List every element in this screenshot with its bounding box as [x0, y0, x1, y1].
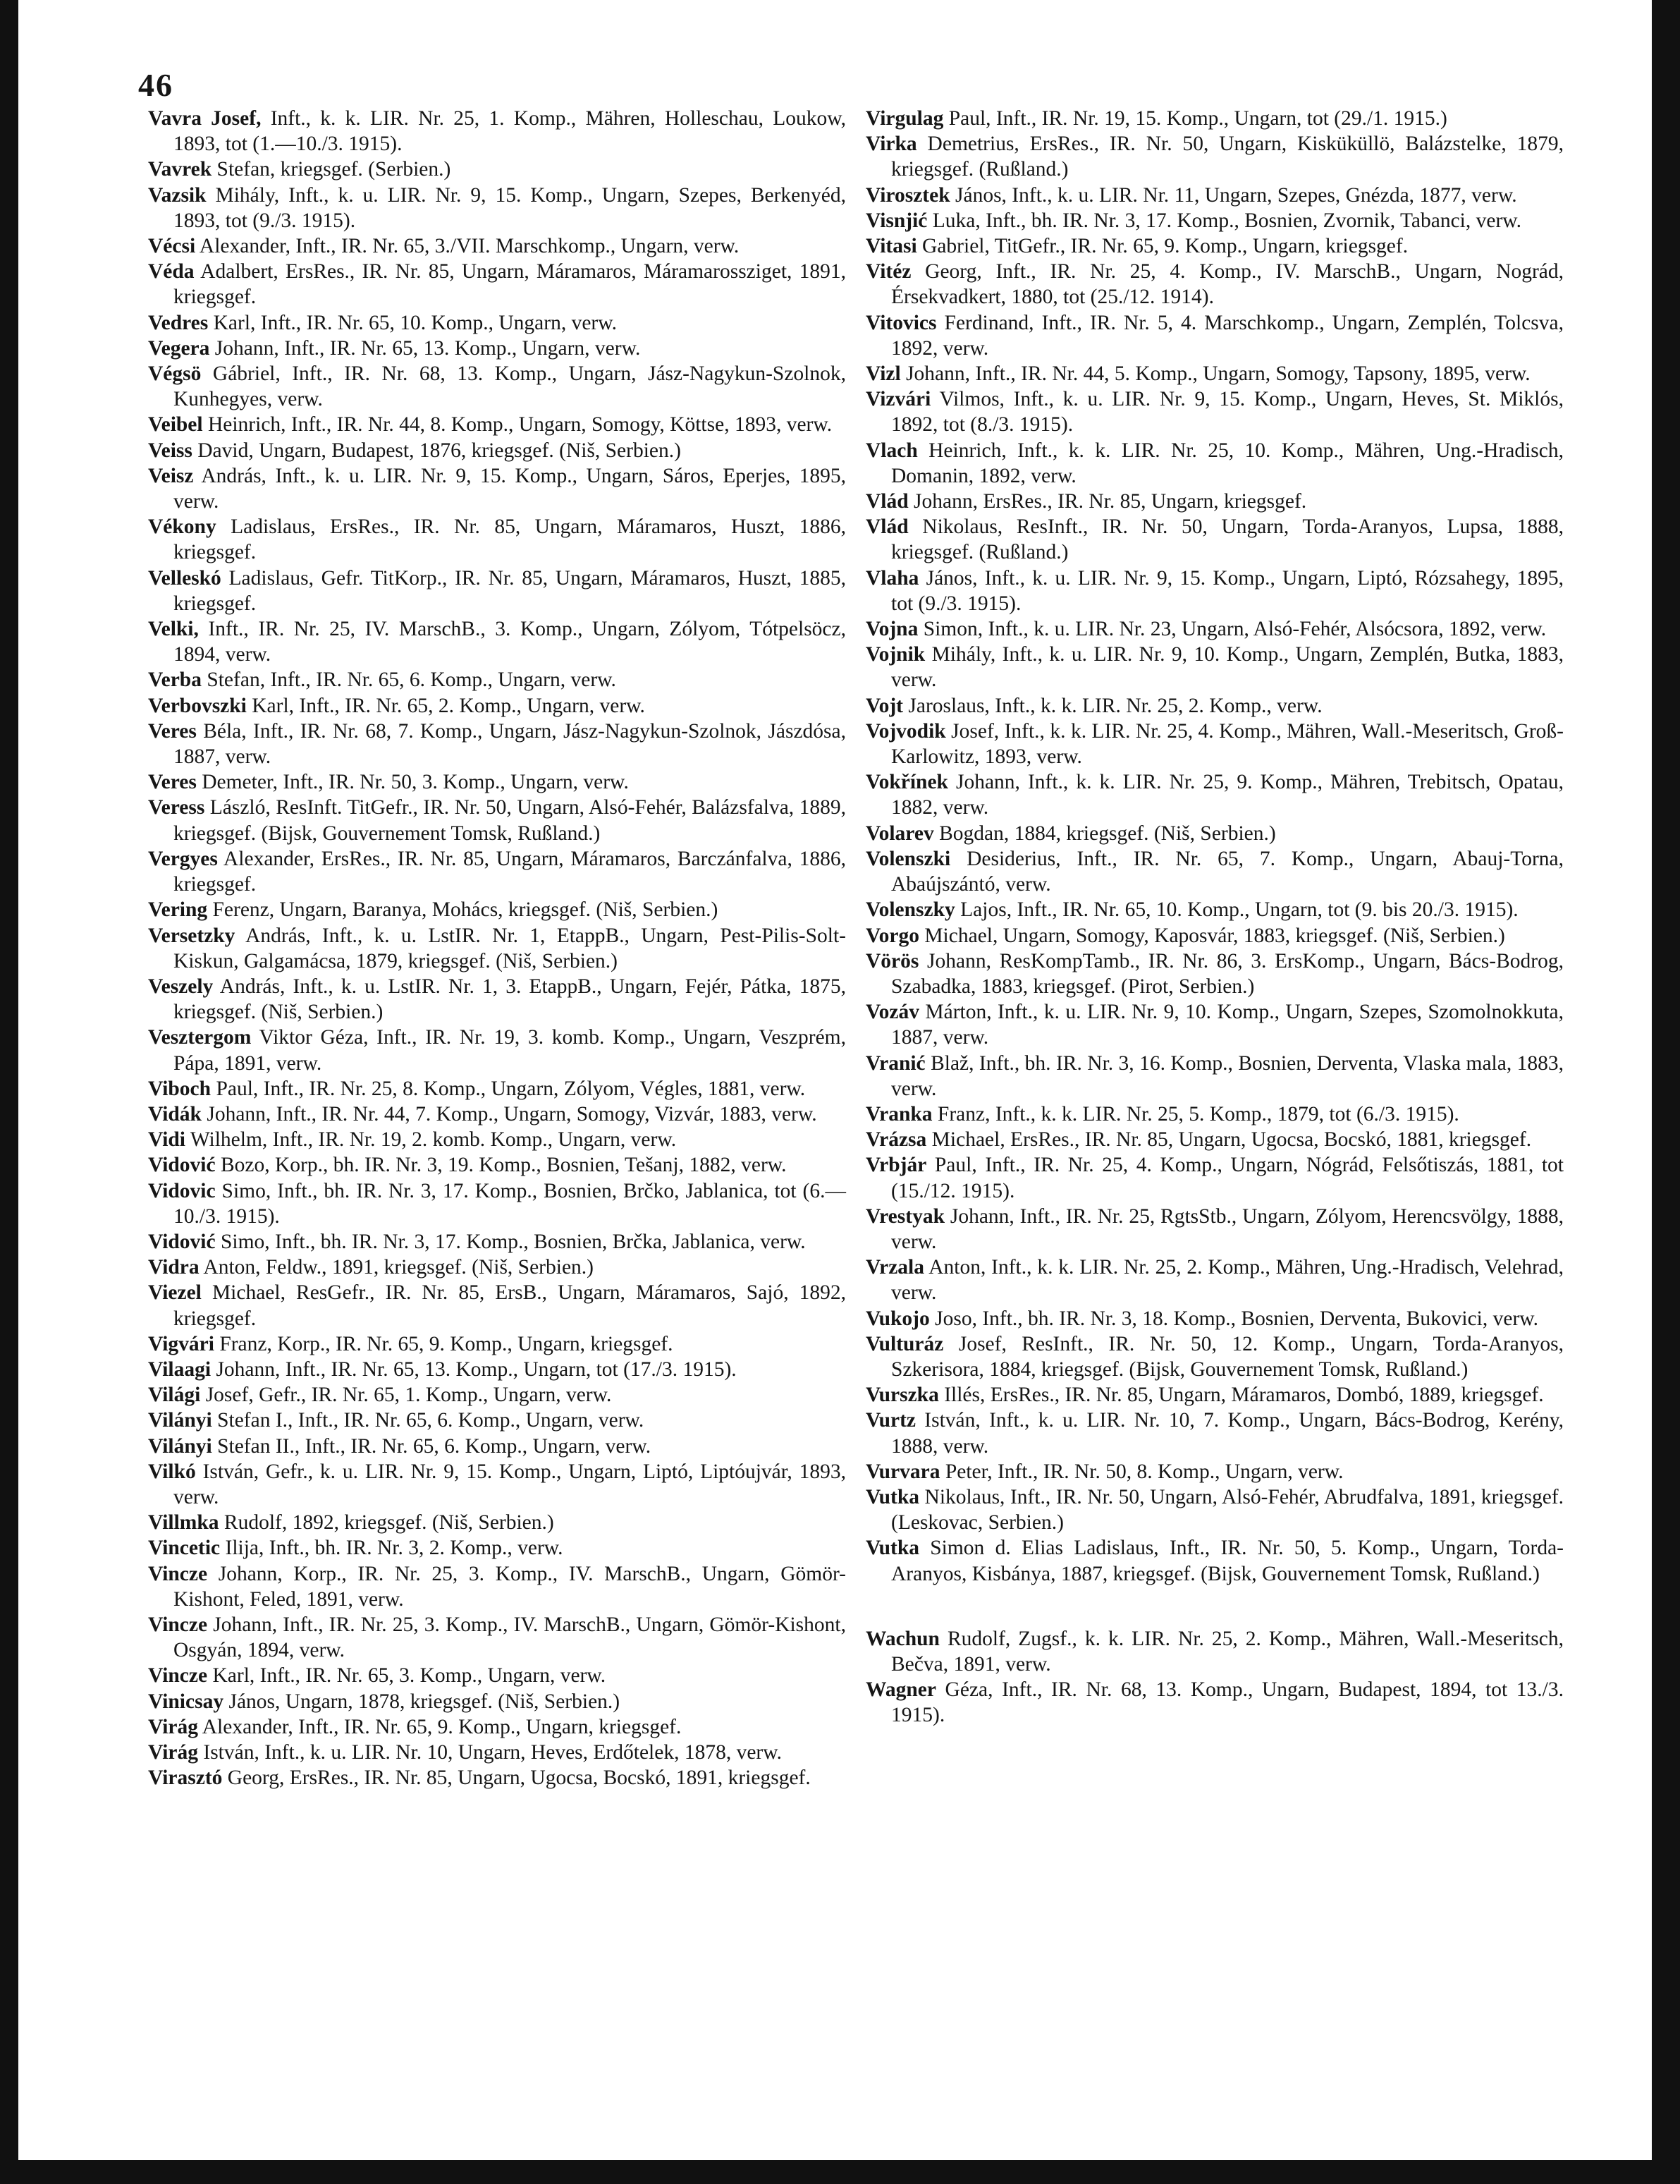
entry-details: Michael, ErsRes., IR. Nr. 85, Ungarn, Ugocsa, Bocskó, 1881, kriegsgef. [926, 1128, 1532, 1152]
list-entry [148, 923, 846, 974]
list-entry [148, 412, 846, 437]
list-entry [866, 642, 1564, 693]
entry-surname: Vlach [866, 439, 918, 462]
entry-surname: Vojvodik [866, 719, 946, 743]
list-entry [148, 719, 846, 769]
entry-details: Karl, Inft., IR. Nr. 65, 3. Komp., Ungarn, verw. [207, 1664, 606, 1688]
entry-surname: Vutka [866, 1485, 919, 1508]
list-entry [866, 1204, 1564, 1255]
list-entry [866, 1127, 1564, 1152]
entry-surname: Vidra [148, 1256, 200, 1279]
entry-surname: Vilányi [148, 1434, 212, 1458]
entry-details: Karl, Inft., IR. Nr. 65, 10. Komp., Ungarn, verw. [208, 311, 618, 334]
entry-surname: Vrestyak [866, 1204, 945, 1228]
list-entry [148, 1280, 846, 1331]
entry-surname: Virosztek [866, 183, 950, 207]
entry-details: Stefan I., Inft., IR. Nr. 65, 6. Komp., Ungarn, verw. [211, 1409, 644, 1432]
entry-details: Josef, Inft., k. k. LIR. Nr. 25, 4. Komp., Mähren, Wall.-Meseritsch, Groß-Karlowitz, 1893, verw. [891, 719, 1564, 769]
entry-details: Illés, ErsRes., IR. Nr. 85, Ungarn, Máramaros, Dombó, 1889, kriegsgef. [938, 1384, 1544, 1407]
entry-details: Rudolf, Zugsf., k. k. LIR. Nr. 25, 2. Komp., Mähren, Wall.-Meseritsch, Bečva, 1891, verw. [891, 1627, 1564, 1676]
entry-details: Alexander, Inft., IR. Nr. 65, 9. Komp., Ungarn, kriegsgef. [198, 1715, 682, 1738]
list-entry [866, 106, 1564, 131]
list-entry [148, 1076, 846, 1102]
list-entry [148, 157, 846, 182]
entry-surname: Vidović [148, 1154, 216, 1177]
list-entry [866, 1051, 1564, 1102]
list-entry [148, 1102, 846, 1127]
list-entry [148, 846, 846, 897]
entry-details: Johann, Inft., IR. Nr. 65, 13. Komp., Ungarn, verw. [209, 336, 641, 360]
entry-details: István, Inft., k. u. LIR. Nr. 10, Ungarn, Heves, Erdőtelek, 1878, verw. [198, 1741, 783, 1764]
entry-surname: Vrázsa [866, 1128, 927, 1152]
entry-surname: Vincze [148, 1664, 208, 1688]
entry-details: Heinrich, Inft., IR. Nr. 44, 8. Komp., Ungarn, Somogy, Köttse, 1893, verw. [202, 413, 833, 437]
entry-surname: Vering [148, 898, 208, 922]
list-entry [866, 489, 1564, 514]
list-entry [866, 1459, 1564, 1484]
entry-details: Paul, Inft., IR. Nr. 25, 4. Komp., Ungarn, Nógrád, Felsőtiszás, 1881, tot (15./12. 1915). [891, 1154, 1564, 1202]
entry-surname: Vlád [866, 490, 909, 513]
list-entry [866, 999, 1564, 1050]
entry-surname: Vincetic [148, 1537, 221, 1560]
list-entry [148, 667, 846, 693]
list-entry [148, 1152, 846, 1178]
entry-surname: Vilaagi [148, 1358, 211, 1381]
list-entry [148, 183, 846, 233]
list-entry [866, 1152, 1564, 1203]
entry-surname: Vizvári [866, 388, 931, 411]
list-entry [866, 948, 1564, 999]
entry-details: Johann, Inft., k. k. LIR. Nr. 25, 9. Komp., Mähren, Trebitsch, Opatau, 1882, verw. [891, 771, 1564, 819]
list-entry [148, 1178, 846, 1229]
list-entry [148, 463, 846, 514]
entry-surname: Veszely [148, 975, 214, 998]
entry-details: Desiderius, Inft., IR. Nr. 65, 7. Komp., Ungarn, Abauj-Torna, Abaújszántó, verw. [891, 847, 1564, 896]
list-entry [148, 1740, 846, 1765]
entry-surname: Vidák [148, 1102, 202, 1125]
entry-details: Anton, Feldw., 1891, kriegsgef. (Niš, Serbien.) [199, 1256, 594, 1279]
entry-details: Simo, Inft., bh. IR. Nr. 3, 17. Komp., Bosnien, Brčka, Jablanica, verw. [215, 1230, 806, 1253]
entry-details: János, Inft., k. u. LIR. Nr. 11, Ungarn, Szepes, Gnézda, 1877, verw. [950, 183, 1517, 207]
list-entry [148, 1229, 846, 1255]
entry-details: Luka, Inft., bh. IR. Nr. 3, 17. Komp., Bosnien, Zvornik, Tabanci, verw. [927, 209, 1522, 232]
entry-surname: Véda [148, 260, 195, 283]
list-entry [866, 923, 1564, 948]
entry-surname: Vukojo [866, 1307, 930, 1330]
list-entry [148, 438, 846, 463]
list-entry [866, 514, 1564, 565]
entry-surname: Vilkó [148, 1460, 196, 1483]
entry-surname: Vékony [148, 516, 216, 539]
entry-details: Bogdan, 1884, kriegsgef. (Niš, Serbien.) [933, 822, 1276, 845]
scan-border-right [1652, 0, 1680, 2184]
entry-surname: Vizl [866, 362, 901, 386]
entry-details: Johann, Inft., IR. Nr. 65, 13. Komp., Ungarn, tot (17./3. 1915). [211, 1358, 737, 1381]
entry-details: Vilmos, Inft., k. u. LIR. Nr. 9, 15. Komp., Ungarn, Heves, St. Miklós, 1892, tot (8./3. 1915). [891, 388, 1564, 437]
list-entry [866, 1102, 1564, 1127]
entry-surname: Velki, [148, 618, 199, 641]
entry-surname: Veiss [148, 439, 192, 462]
entry-surname: Vécsi [148, 235, 196, 258]
right-column [866, 106, 1564, 1728]
entry-details: Peter, Inft., IR. Nr. 50, 8. Komp., Ungarn, verw. [940, 1460, 1344, 1483]
entry-details: Josef, ResInft., IR. Nr. 50, 12. Komp., Ungarn, Torda-Aranyos, Szkerisora, 1884, kriegsgef. (Bijsk, Gouvernement Tomsk, Rußland.) [891, 1332, 1564, 1381]
list-entry [866, 1331, 1564, 1382]
entry-surname: Volenszky [866, 898, 955, 922]
entry-surname: Vurszka [866, 1384, 939, 1407]
entry-surname: Vrbjár [866, 1154, 927, 1177]
list-entry [866, 719, 1564, 769]
entry-details: Alexander, ErsRes., IR. Nr. 85, Ungarn, Máramaros, Barczánfalva, 1886, kriegsgef. [173, 847, 846, 896]
entry-details: Ferdinand, Inft., IR. Nr. 5, 4. Marschkomp., Ungarn, Zemplén, Tolcsva, 1892, verw. [891, 311, 1564, 360]
entry-details: János, Ungarn, 1878, kriegsgef. (Niš, Serbien.) [223, 1690, 620, 1713]
entry-details: Márton, Inft., k. u. LIR. Nr. 9, 10. Komp., Ungarn, Szepes, Szomolnokkuta, 1887, verw. [891, 1001, 1564, 1049]
list-entry [148, 1510, 846, 1535]
list-entry [866, 1408, 1564, 1458]
list-entry [148, 514, 846, 565]
entry-surname: Versetzky [148, 924, 235, 947]
entry-surname: Vutka [866, 1537, 919, 1560]
entry-details: Demetrius, ErsRes., IR. Nr. 50, Ungarn, Kisküküllö, Balázstelke, 1879, kriegsgef. (Rußland.) [891, 133, 1564, 181]
entry-surname: Verbovszki [148, 694, 247, 717]
entry-details: Paul, Inft., IR. Nr. 19, 15. Komp., Ungarn, tot (29./1. 1915.) [943, 107, 1447, 130]
entry-surname: Vidovic [148, 1179, 216, 1202]
page-number: 46 [138, 67, 173, 103]
entry-details: Paul, Inft., IR. Nr. 25, 8. Komp., Ungarn, Zólyom, Végles, 1881, verw. [211, 1077, 806, 1100]
list-entry [866, 566, 1564, 616]
entry-details: Ferenz, Ungarn, Baranya, Mohács, kriegsgef. (Niš, Serbien.) [207, 898, 718, 922]
list-entry [866, 897, 1564, 922]
entry-details: Rudolf, 1892, kriegsgef. (Niš, Serbien.) [219, 1511, 554, 1535]
entry-surname: Veisz [148, 464, 194, 487]
entry-surname: Vitéz [866, 260, 912, 283]
entry-surname: Villmka [148, 1511, 219, 1535]
entry-surname: Vesztergom [148, 1026, 252, 1049]
entry-details: Georg, ErsRes., IR. Nr. 85, Ungarn, Ugocsa, Bocskó, 1891, kriegsgef. [222, 1767, 811, 1790]
entry-surname: Vojnik [866, 643, 926, 666]
entry-surname: Vidi [148, 1128, 186, 1152]
entry-details: Béla, Inft., IR. Nr. 68, 7. Komp., Ungarn, Jász-Nagykun-Szolnok, Jászdósa, 1887, verw. [173, 719, 846, 769]
list-entry [866, 438, 1564, 489]
entry-surname: Volarev [866, 822, 934, 845]
entry-surname: Virka [866, 133, 917, 156]
list-entry [866, 846, 1564, 897]
entry-surname: Velleskó [148, 566, 221, 590]
left-column [148, 106, 846, 1790]
entry-details: Géza, Inft., IR. Nr. 68, 13. Komp., Ungarn, Budapest, 1894, tot 13./3. 1915). [891, 1678, 1564, 1727]
entry-details: Ilija, Inft., bh. IR. Nr. 3, 2. Komp., verw. [220, 1537, 563, 1560]
list-entry [866, 616, 1564, 642]
list-entry [148, 1434, 846, 1459]
entry-surname: Vidović [148, 1230, 216, 1253]
entry-surname: Visnjić [866, 209, 928, 232]
entry-details: Josef, Gefr., IR. Nr. 65, 1. Komp., Ungarn, verw. [200, 1384, 612, 1407]
list-entry [866, 183, 1564, 208]
entry-details: Johann, Inft., IR. Nr. 44, 5. Komp., Ungarn, Somogy, Tapsony, 1895, verw. [900, 362, 1531, 386]
entry-surname: Vinicsay [148, 1690, 224, 1713]
entry-details: Johann, Korp., IR. Nr. 25, 3. Komp., IV. MarschB., Ungarn, Gömör-Kishont, Feled, 1891, verw. [173, 1562, 846, 1611]
entry-surname: Vlád [866, 516, 909, 539]
entry-surname: Virgulag [866, 107, 944, 130]
entry-surname: Vozáv [866, 1001, 919, 1024]
entry-surname: Vavra Josef, [148, 107, 262, 130]
entry-surname: Verba [148, 669, 202, 692]
list-entry [148, 1331, 846, 1357]
entry-surname: Vincze [148, 1613, 208, 1636]
list-entry [148, 616, 846, 667]
list-entry [866, 233, 1564, 259]
entry-surname: Veres [148, 719, 197, 743]
entry-details: David, Ungarn, Budapest, 1876, kriegsgef. (Niš, Serbien.) [192, 439, 681, 462]
entry-surname: Vigvári [148, 1332, 214, 1355]
list-entry [148, 1561, 846, 1612]
entry-surname: Vörös [866, 949, 919, 972]
entry-surname: Wagner [866, 1678, 936, 1702]
list-entry [866, 1255, 1564, 1305]
entry-surname: Vojna [866, 618, 919, 641]
entry-details: Stefan, Inft., IR. Nr. 65, 6. Komp., Ungarn, verw. [201, 669, 616, 692]
entry-details: János, Inft., k. u. LIR. Nr. 9, 15. Komp., Ungarn, Liptó, Rózsahegy, 1895, tot (9./3. 1915). [891, 566, 1564, 615]
entry-details: Gabriel, TitGefr., IR. Nr. 65, 9. Komp., Ungarn, kriegsgef. [916, 235, 1409, 258]
list-entry [148, 769, 846, 795]
entry-details: Jaroslaus, Inft., k. k. LIR. Nr. 25, 2. Komp., verw. [903, 694, 1323, 717]
list-entry [148, 310, 846, 336]
list-entry [866, 1484, 1564, 1535]
list-entry [148, 1714, 846, 1740]
entry-details: Mihály, Inft., k. u. LIR. Nr. 9, 10. Komp., Ungarn, Zemplén, Butka, 1883, verw. [891, 643, 1564, 692]
entry-surname: Vranić [866, 1051, 926, 1075]
entry-surname: Vavrek [148, 158, 212, 181]
entry-surname: Viboch [148, 1077, 211, 1100]
list-entry [866, 361, 1564, 386]
entry-surname: Világi [148, 1384, 201, 1407]
entry-surname: Vojt [866, 694, 903, 717]
list-entry [866, 1306, 1564, 1331]
entry-surname: Vincze [148, 1562, 208, 1585]
list-entry [148, 566, 846, 616]
list-entry [148, 1663, 846, 1688]
list-entry [866, 386, 1564, 437]
entry-surname: Vurvara [866, 1460, 940, 1483]
entry-details: Ladislaus, ErsRes., IR. Nr. 85, Ungarn, Máramaros, Huszt, 1886, kriegsgef. [173, 516, 846, 564]
list-entry [866, 1382, 1564, 1408]
entry-surname: Virág [148, 1741, 198, 1764]
entry-details: András, Inft., k. u. LstIR. Nr. 1, EtappB., Ungarn, Pest-Pilis-Solt-Kiskun, Galgamácsa, 1879, kriegsgef. (Niš, Serbien.) [173, 924, 846, 972]
entry-surname: Vranka [866, 1102, 933, 1125]
entry-details: Johann, ResKompTamb., IR. Nr. 86, 3. ErsKomp., Ungarn, Bács-Bodrog, Szabadka, 1883, kriegsgef. (Pirot, Serbien.) [891, 949, 1564, 998]
scan-border-left [0, 0, 18, 2184]
entry-details: Gábriel, Inft., IR. Nr. 68, 13. Komp., Ungarn, Jász-Nagykun-Szolnok, Kunhegyes, verw. [173, 362, 846, 411]
entry-details: Mihály, Inft., k. u. LIR. Nr. 9, 15. Komp., Ungarn, Szepes, Berkenyéd, 1893, tot (9./3. 1915). [173, 183, 846, 232]
entry-surname: Vorgo [866, 924, 919, 947]
list-entry [866, 131, 1564, 182]
list-entry [148, 1127, 846, 1152]
list-entry [866, 259, 1564, 310]
list-entry [148, 1535, 846, 1561]
entry-surname: Vokřínek [866, 771, 948, 794]
list-entry [866, 208, 1564, 233]
list-entry [148, 795, 846, 846]
entry-details: András, Inft., k. u. LstIR. Nr. 1, 3. EtappB., Ungarn, Fejér, Pátka, 1875, kriegsgef. (Niš, Serbien.) [173, 975, 846, 1024]
entry-details: Inft., k. k. LIR. Nr. 25, 1. Komp., Mähren, Holleschau, Loukow, 1893, tot (1.—10./3. 1915). [173, 107, 846, 156]
entry-surname: Vergyes [148, 847, 218, 870]
entry-details: Simon d. Elias Ladislaus, Inft., IR. Nr. 50, 5. Komp., Ungarn, Torda-Aranyos, Kisbánya, 1887, kriegsgef. (Bijsk, Gouvernement Tomsk, Rußland.) [891, 1537, 1564, 1585]
list-entry [148, 974, 846, 1025]
list-entry [148, 1689, 846, 1714]
list-entry [866, 693, 1564, 719]
entry-surname: Veibel [148, 413, 203, 437]
entry-surname: Vurtz [866, 1409, 916, 1432]
entry-details: Anton, Inft., k. k. LIR. Nr. 25, 2. Komp., Mähren, Ung.-Hradisch, Velehrad, verw. [891, 1256, 1564, 1305]
list-entry [148, 361, 846, 412]
list-entry [148, 693, 846, 719]
list-entry [148, 1382, 846, 1408]
entry-surname: Wachun [866, 1627, 940, 1650]
entry-details: Karl, Inft., IR. Nr. 65, 2. Komp., Ungarn, verw. [246, 694, 645, 717]
entry-details: Franz, Korp., IR. Nr. 65, 9. Komp., Ungarn, kriegsgef. [214, 1332, 673, 1355]
entry-details: Inft., IR. Nr. 25, IV. MarschB., 3. Komp., Ungarn, Zólyom, Tótpelsöcz, 1894, verw. [173, 618, 846, 666]
entry-details: István, Gefr., k. u. LIR. Nr. 9, 15. Komp., Ungarn, Liptó, Liptóujvár, 1893, verw. [173, 1460, 846, 1508]
scan-border-bottom [0, 2160, 1680, 2184]
entry-details: Heinrich, Inft., k. k. LIR. Nr. 25, 10. Komp., Mähren, Ung.-Hradisch, Domanin, 1892, verw. [891, 439, 1564, 487]
entry-details: Nikolaus, ResInft., IR. Nr. 50, Ungarn, Torda-Aranyos, Lupsa, 1888, kriegsgef. (Rußland.) [891, 516, 1564, 564]
entry-details: Bozo, Korp., bh. IR. Nr. 3, 19. Komp., Bosnien, Tešanj, 1882, verw. [215, 1154, 787, 1177]
list-entry [866, 821, 1564, 846]
entry-surname: Vulturáz [866, 1332, 944, 1355]
list-entry [148, 1255, 846, 1280]
list-entry [148, 1612, 846, 1663]
entry-details: Michael, ResGefr., IR. Nr. 85, ErsB., Ungarn, Máramaros, Sajó, 1892, kriegsgef. [173, 1281, 846, 1330]
entry-surname: Vrzala [866, 1256, 924, 1279]
entry-details: Viktor Géza, Inft., IR. Nr. 19, 3. komb. Komp., Ungarn, Veszprém, Pápa, 1891, verw. [173, 1026, 846, 1075]
entry-details: Adalbert, ErsRes., IR. Nr. 85, Ungarn, Máramaros, Máramarossziget, 1891, kriegsgef. [173, 260, 846, 309]
list-entry [148, 1025, 846, 1075]
entry-surname: Virasztó [148, 1767, 223, 1790]
list-entry [866, 310, 1564, 361]
list-entry [866, 1626, 1564, 1677]
entry-surname: Végsö [148, 362, 202, 386]
entry-surname: Virág [148, 1715, 198, 1738]
entry-surname: Vilányi [148, 1409, 212, 1432]
entry-details: Wilhelm, Inft., IR. Nr. 19, 2. komb. Komp., Ungarn, verw. [185, 1128, 677, 1152]
entry-details: Johann, ErsRes., IR. Nr. 85, Ungarn, kriegsgef. [908, 490, 1307, 513]
entry-details: Michael, Ungarn, Somogy, Kaposvár, 1883, kriegsgef. (Niš, Serbien.) [919, 924, 1505, 947]
entry-details: Georg, Inft., IR. Nr. 25, 4. Komp., IV. MarschB., Ungarn, Nográd, Érsekvadkert, 1880, tot (25./12. 1914). [891, 260, 1564, 309]
list-entry [148, 1408, 846, 1433]
entry-details: Johann, Inft., IR. Nr. 25, RgtsStb., Ungarn, Zólyom, Herencsvölgy, 1888, verw. [891, 1204, 1564, 1253]
list-entry [866, 1677, 1564, 1728]
entry-surname: Vegera [148, 336, 210, 360]
entry-details: Simon, Inft., k. u. LIR. Nr. 23, Ungarn, Alsó-Fehér, Alsócsora, 1892, verw. [918, 618, 1547, 641]
entry-details: Demeter, Inft., IR. Nr. 50, 3. Komp., Ungarn, verw. [196, 771, 629, 794]
entry-details: Blaž, Inft., bh. IR. Nr. 3, 16. Komp., Bosnien, Derventa, Vlaska mala, 1883, verw. [891, 1051, 1564, 1100]
entry-surname: Viezel [148, 1281, 202, 1305]
entry-details: András, Inft., k. u. LIR. Nr. 9, 15. Komp., Ungarn, Sáros, Eperjes, 1895, verw. [173, 464, 846, 513]
list-entry [148, 233, 846, 259]
entry-details: István, Inft., k. u. LIR. Nr. 10, 7. Komp., Ungarn, Bács-Bodrog, Kerény, 1888, verw. [891, 1409, 1564, 1458]
entry-surname: Vitasi [866, 235, 917, 258]
entry-details: Lajos, Inft., IR. Nr. 65, 10. Komp., Ungarn, tot (9. bis 20./3. 1915). [955, 898, 1519, 922]
list-entry [148, 1357, 846, 1382]
entry-surname: Veres [148, 771, 197, 794]
entry-details: László, ResInft. TitGefr., IR. Nr. 50, Ungarn, Alsó-Fehér, Balázsfalva, 1889, kriegsgef. (Bijsk, Gouvernement Tomsk, Rußland.) [173, 796, 846, 845]
entry-details: Johann, Inft., IR. Nr. 44, 7. Komp., Ungarn, Somogy, Vizvár, 1883, verw. [201, 1102, 817, 1125]
entry-surname: Veress [148, 796, 205, 819]
list-entry [148, 1459, 846, 1510]
entry-details: Franz, Inft., k. k. LIR. Nr. 25, 5. Komp., 1879, tot (6./3. 1915). [932, 1102, 1459, 1125]
entry-details: Simo, Inft., bh. IR. Nr. 3, 17. Komp., Bosnien, Brčko, Jablanica, tot (6.—10./3. 1915). [173, 1179, 846, 1228]
entry-details: Johann, Inft., IR. Nr. 25, 3. Komp., IV. MarschB., Ungarn, Gömör-Kishont, Osgyán, 1894, verw. [173, 1613, 846, 1662]
list-entry [148, 106, 846, 157]
entry-details: Stefan II., Inft., IR. Nr. 65, 6. Komp., Ungarn, verw. [211, 1434, 651, 1458]
entry-surname: Vlaha [866, 566, 919, 590]
entry-surname: Volenszki [866, 847, 951, 870]
list-entry [148, 336, 846, 361]
entry-details: Ladislaus, Gefr. TitKorp., IR. Nr. 85, Ungarn, Máramaros, Huszt, 1885, kriegsgef. [173, 566, 846, 615]
entry-details: Nikolaus, Inft., IR. Nr. 50, Ungarn, Alsó-Fehér, Abrudfalva, 1891, kriegsgef. (Leskovac, Serbien.) [891, 1485, 1564, 1535]
entry-surname: Vazsik [148, 183, 207, 207]
entry-surname: Vedres [148, 311, 209, 334]
section-gap [866, 1587, 1564, 1626]
list-entry [866, 1535, 1564, 1586]
list-entry [866, 769, 1564, 820]
list-entry [148, 259, 846, 310]
entry-details: Alexander, Inft., IR. Nr. 65, 3./VII. Marschkomp., Ungarn, verw. [195, 235, 740, 258]
entry-details: Joso, Inft., bh. IR. Nr. 3, 18. Komp., Bosnien, Derventa, Bukovici, verw. [929, 1307, 1539, 1330]
entry-surname: Vitovics [866, 311, 937, 334]
list-entry [148, 1765, 846, 1790]
list-entry [148, 897, 846, 922]
entry-details: Stefan, kriegsgef. (Serbien.) [211, 158, 451, 181]
